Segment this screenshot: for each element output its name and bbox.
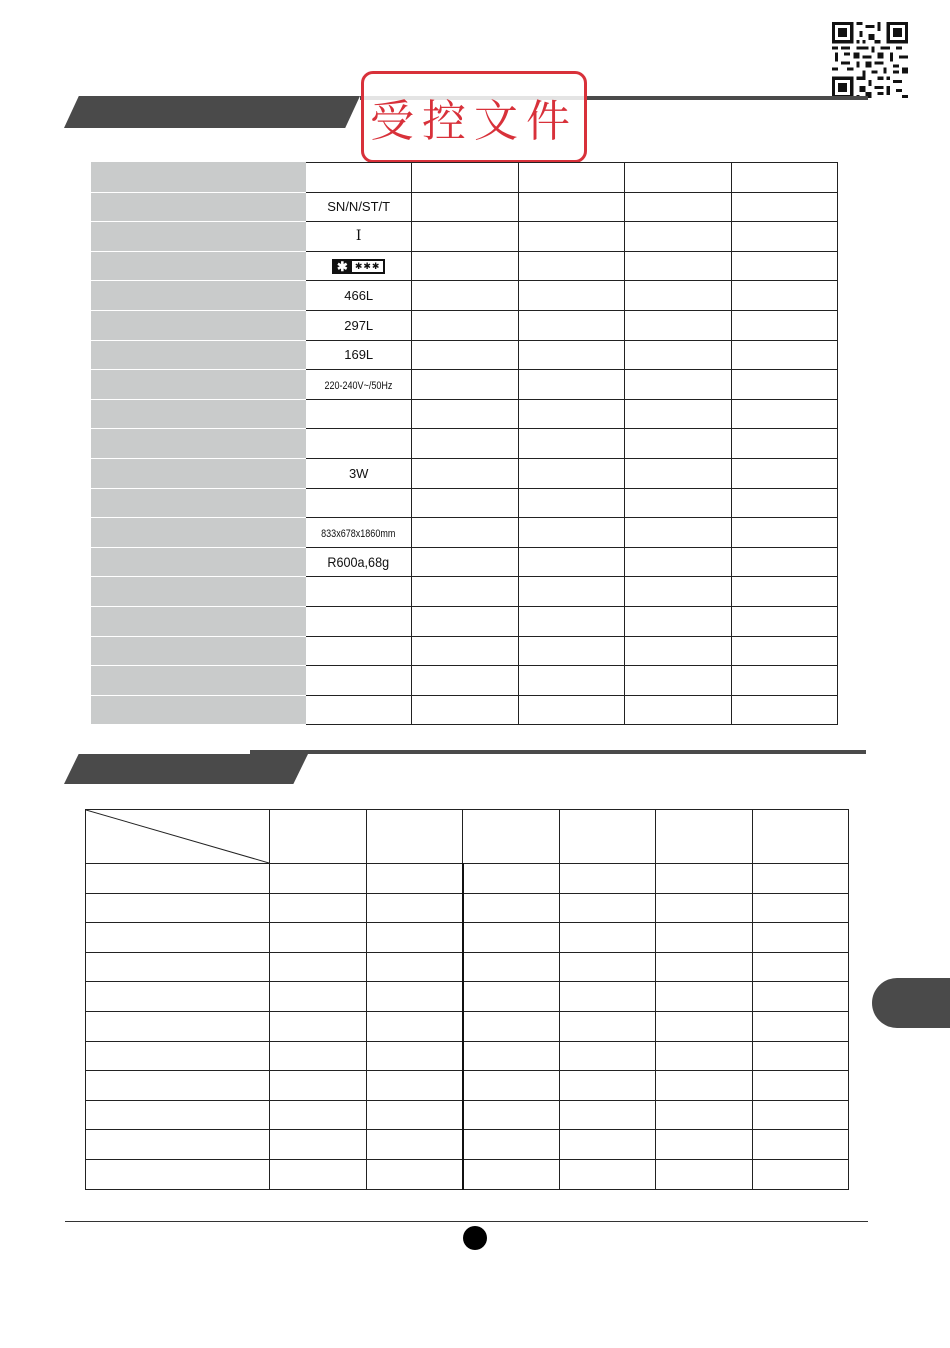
spec-row [92,310,838,340]
grid-row [86,864,849,894]
grid-row [86,923,849,953]
grid-cell [559,952,656,982]
grid-header-cell [366,810,463,864]
spec-cell [625,281,731,311]
grid-cell [656,952,753,982]
spec-cell [412,636,518,666]
spec-cell [412,518,518,548]
spec-cell [306,577,412,607]
grid-cell [559,1100,656,1130]
grid-cell [366,982,463,1012]
spec-row-label [92,340,306,370]
spec-row [92,192,838,222]
grid-cell [559,1130,656,1160]
grid-row [86,1159,849,1189]
grid-cell [86,1130,270,1160]
spec-cell [625,458,731,488]
grid-cell [752,923,849,953]
spec-cell [731,458,837,488]
spec-row [92,429,838,459]
spec-row-label [92,370,306,400]
grid-cell [366,952,463,982]
grid-cell [366,1041,463,1071]
grid-row [86,1130,849,1160]
grid-cell [366,893,463,923]
chapter-side-tab [872,978,950,1028]
grid-cell [656,1159,753,1189]
page-number-dot [463,1226,487,1250]
grid-cell [752,1100,849,1130]
spec-row-label [92,251,306,281]
spec-cell [518,518,624,548]
grid-cell [366,1159,463,1189]
spec-row-label [92,636,306,666]
section-1-tab [64,96,360,128]
grid-cell [463,952,560,982]
grid-cell [463,923,560,953]
grid-cell [752,864,849,894]
spec-cell [731,636,837,666]
grid-row [86,1071,849,1101]
spec-row-label [92,222,306,252]
spec-cell [625,399,731,429]
grid-cell [463,1071,560,1101]
spec-cell [518,310,624,340]
spec-cell [625,192,731,222]
grid-row [86,982,849,1012]
spec-cell [306,251,412,281]
footer-rule [65,1221,868,1222]
spec-cell [625,222,731,252]
grid-header-cell [463,810,560,864]
grid-cell [559,1071,656,1101]
grid-cell [86,1041,270,1071]
spec-cell [306,163,412,193]
grid-cell [559,893,656,923]
spec-cell [306,547,412,577]
spec-cell [412,281,518,311]
grid-cell [270,952,367,982]
grid-cell [270,864,367,894]
grid-cell [86,1159,270,1189]
spec-cell [731,577,837,607]
grid-cell [86,893,270,923]
spec-cell [518,222,624,252]
grid-cell [270,1011,367,1041]
spec-row [92,518,838,548]
spec-cell [518,399,624,429]
spec-row-label [92,458,306,488]
spec-cell [306,636,412,666]
grid-cell [270,1041,367,1071]
spec-cell [518,251,624,281]
spec-cell [625,488,731,518]
spec-cell [306,695,412,725]
grid-cell [366,1011,463,1041]
qr-code [832,22,908,98]
grid-diagonal-header-cell [86,810,270,864]
spec-cell [518,429,624,459]
spec-cell [518,192,624,222]
grid-header-row [86,810,849,864]
grid-header-cell [656,810,753,864]
grid-cell [366,923,463,953]
spec-cell [518,666,624,696]
grid-cell [656,1100,753,1130]
grid-cell [656,864,753,894]
four-star-freezer-icon: ✱ ✱✱✱ [332,259,386,274]
grid-cell [463,1130,560,1160]
spec-cell [518,458,624,488]
spec-cell [518,606,624,636]
section-2-tab [64,754,308,784]
grid-cell [656,923,753,953]
spec-cell [625,429,731,459]
spec-cell [306,399,412,429]
spec-cell [518,370,624,400]
spec-row-label [92,666,306,696]
grid-cell [366,1130,463,1160]
grid-cell [752,893,849,923]
grid-cell [86,923,270,953]
spec-cell [306,606,412,636]
spec-cell [412,163,518,193]
spec-cell [625,695,731,725]
grid-cell [270,1130,367,1160]
spec-cell [731,518,837,548]
diagonal-divider [86,810,269,863]
section-2-rule [250,750,866,754]
spec-row [92,577,838,607]
grid-cell [752,1159,849,1189]
grid-cell [656,1011,753,1041]
grid-cell [463,1041,560,1071]
spec-value: 297L [344,317,374,333]
spec-cell [731,281,837,311]
grid-cell [86,1011,270,1041]
grid-cell [559,864,656,894]
spec-cell [731,340,837,370]
grid-cell [270,923,367,953]
spec-value: 220-240V~/50Hz [324,379,393,392]
spec-row-label [92,547,306,577]
spec-cell [731,370,837,400]
spec-table [91,162,838,725]
grid-cell [463,1100,560,1130]
spec-row-label [92,310,306,340]
spec-cell [625,370,731,400]
spec-cell [412,429,518,459]
grid-cell [86,952,270,982]
spec-cell [731,695,837,725]
wiring-grid-table [85,809,849,1190]
spec-row [92,251,838,281]
spec-cell [412,310,518,340]
spec-cell [412,458,518,488]
grid-cell [463,864,560,894]
spec-cell [306,192,412,222]
spec-row [92,370,838,400]
spec-row [92,399,838,429]
spec-cell [625,577,731,607]
grid-cell [559,923,656,953]
spec-row [92,281,838,311]
grid-cell [656,982,753,1012]
spec-cell [412,488,518,518]
spec-cell [518,281,624,311]
grid-cell [656,1130,753,1160]
grid-header-cell [270,810,367,864]
stamp-text: 受控文件 [370,96,578,147]
spec-cell [306,340,412,370]
grid-cell [656,893,753,923]
spec-cell [306,666,412,696]
grid-cell [463,1159,560,1189]
grid-cell [463,893,560,923]
grid-cell [366,1071,463,1101]
spec-cell [518,340,624,370]
spec-cell [306,222,412,252]
grid-row [86,893,849,923]
spec-cell [625,163,731,193]
spec-row-label [92,518,306,548]
grid-cell [463,1011,560,1041]
spec-value: 466L [344,288,374,304]
spec-cell [412,370,518,400]
spec-row [92,695,838,725]
spec-row-label [92,281,306,311]
grid-row [86,1011,849,1041]
spec-row-label [92,192,306,222]
spec-cell [625,251,731,281]
spec-cell [625,606,731,636]
grid-row [86,1041,849,1071]
spec-cell [625,340,731,370]
spec-value: SN/N/ST/T [327,199,391,215]
grid-cell [270,893,367,923]
grid-cell [270,1159,367,1189]
spec-cell [412,192,518,222]
grid-cell [656,1071,753,1101]
grid-cell [86,1071,270,1101]
spec-row [92,636,838,666]
spec-cell [518,577,624,607]
spec-row [92,547,838,577]
grid-cell [86,864,270,894]
spec-cell [625,636,731,666]
spec-cell [412,547,518,577]
grid-cell [86,982,270,1012]
spec-cell [625,310,731,340]
spec-cell [412,251,518,281]
spec-cell [731,399,837,429]
spec-cell [306,370,412,400]
grid-cell [366,864,463,894]
spec-cell [412,577,518,607]
spec-row-label [92,429,306,459]
spec-cell [412,340,518,370]
spec-row-label [92,163,306,193]
spec-row [92,488,838,518]
spec-cell [518,636,624,666]
spec-cell [625,547,731,577]
controlled-document-stamp [361,71,587,163]
spec-cell [412,695,518,725]
spec-cell [306,281,412,311]
grid-cell [752,1041,849,1071]
spec-cell [306,488,412,518]
grid-cell [752,1071,849,1101]
spec-cell [412,666,518,696]
spec-cell [306,518,412,548]
spec-cell [518,488,624,518]
spec-value: 3W [348,465,369,481]
spec-row-label [92,695,306,725]
grid-cell [270,982,367,1012]
spec-row [92,666,838,696]
grid-cell [270,1100,367,1130]
grid-cell [366,1100,463,1130]
grid-cell [86,1100,270,1130]
spec-cell [306,310,412,340]
spec-cell [306,458,412,488]
spec-cell [731,310,837,340]
spec-row [92,340,838,370]
spec-row-label [92,577,306,607]
spec-row [92,458,838,488]
spec-cell [731,222,837,252]
grid-cell [752,1011,849,1041]
spec-row [92,163,838,193]
spec-cell [625,666,731,696]
spec-cell [731,606,837,636]
grid-header-cell [752,810,849,864]
grid-row [86,1100,849,1130]
spec-cell [731,429,837,459]
spec-value: I [355,228,362,245]
grid-cell [656,1041,753,1071]
spec-row [92,606,838,636]
spec-cell [731,251,837,281]
spec-value: 833x678x1860mm [321,527,396,540]
spec-row-label [92,488,306,518]
spec-cell [731,163,837,193]
spec-cell [518,163,624,193]
grid-cell [752,952,849,982]
grid-cell [559,1011,656,1041]
grid-cell [752,982,849,1012]
grid-cell [752,1130,849,1160]
spec-cell [412,606,518,636]
spec-row [92,222,838,252]
spec-value: R600a,68g [327,554,390,571]
spec-cell [306,429,412,459]
spec-row-label [92,399,306,429]
spec-cell [518,695,624,725]
spec-cell [731,666,837,696]
grid-row [86,952,849,982]
spec-cell [412,222,518,252]
grid-cell [559,1041,656,1071]
spec-cell [731,547,837,577]
spec-cell [731,192,837,222]
grid-cell [559,982,656,1012]
grid-cell [463,982,560,1012]
spec-cell [625,518,731,548]
spec-row-label [92,606,306,636]
spec-cell [412,399,518,429]
spec-cell [518,547,624,577]
grid-cell [559,1159,656,1189]
grid-cell [270,1071,367,1101]
spec-cell [731,488,837,518]
spec-value: 169L [344,347,374,363]
grid-header-cell [559,810,656,864]
